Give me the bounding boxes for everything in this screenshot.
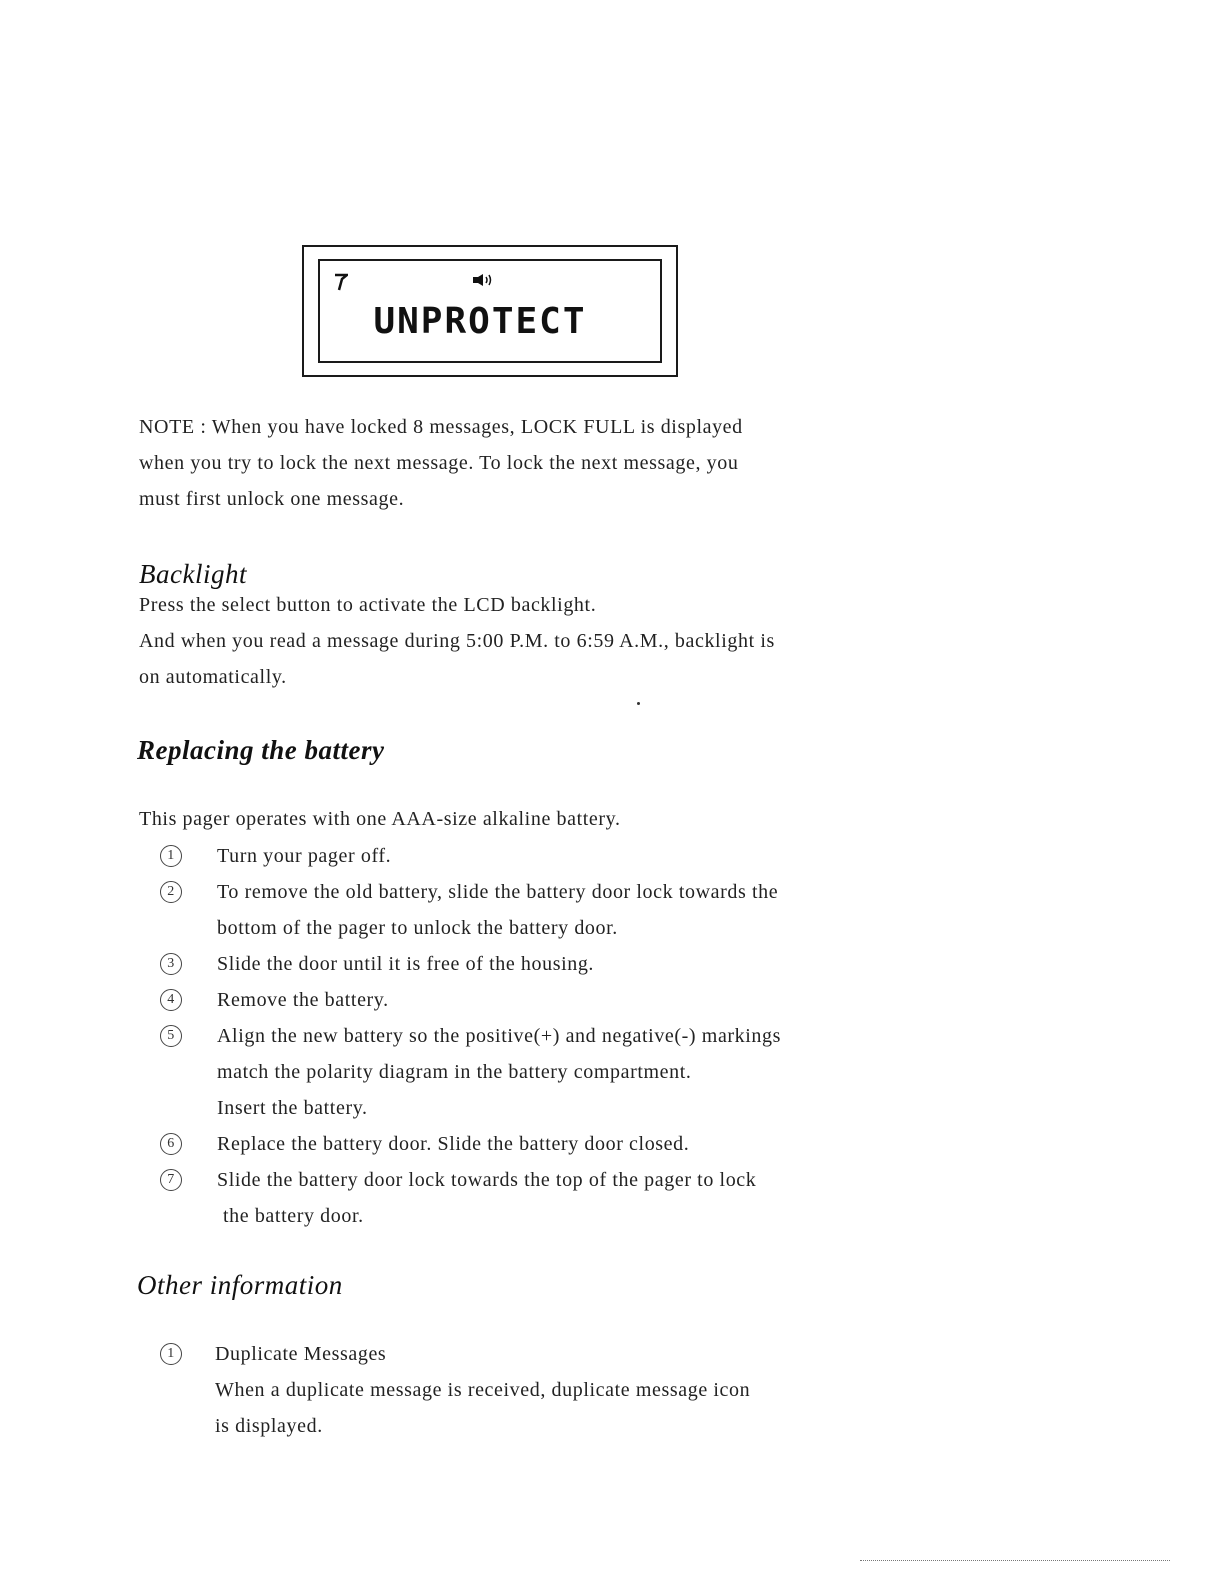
- list-item: [160, 1336, 960, 1444]
- replacing-intro: This pager operates with one AAA-size alkaline battery.: [139, 808, 621, 830]
- list-item: [160, 946, 960, 982]
- list-item: [160, 838, 960, 874]
- step-text: Remove the battery.: [217, 989, 389, 1011]
- item-title: Duplicate Messages: [215, 1343, 387, 1365]
- battery-steps-list: [160, 838, 960, 1234]
- step-text: Slide the battery door lock towards the top of the pager to lock: [217, 1169, 757, 1191]
- step-text: Align the new battery so the positive(+) and negative(-) markings: [217, 1025, 782, 1047]
- item-text: When a duplicate message is received, duplicate message icon: [215, 1379, 751, 1401]
- backlight-heading: Backlight: [139, 559, 247, 589]
- note-line-1: NOTE : When you have locked 8 messages, LOCK FULL is displayed: [139, 416, 743, 438]
- step-number-badge: 1: [160, 845, 182, 867]
- lcd-illustration: [302, 245, 678, 377]
- step-text-continued: Insert the battery.: [217, 1097, 368, 1119]
- note-line-3: must first unlock one message.: [139, 488, 405, 510]
- step-text: Turn your pager off.: [217, 845, 392, 867]
- step-number-badge: 5: [160, 1025, 182, 1047]
- other-info-list: [160, 1336, 960, 1444]
- backlight-line-1: Press the select button to activate the LCD backlight.: [139, 594, 597, 616]
- backlight-line-3: on automatically.: [139, 666, 287, 688]
- item-text-continued: is displayed.: [215, 1415, 323, 1437]
- list-item: [160, 982, 960, 1018]
- item-number-badge: 1: [160, 1343, 182, 1365]
- step-number-badge: 3: [160, 953, 182, 975]
- step-text-continued: the battery door.: [223, 1205, 364, 1227]
- step-number-badge: 4: [160, 989, 182, 1011]
- replacing-heading: Replacing the battery: [137, 735, 385, 765]
- other-info-heading: Other information: [137, 1270, 343, 1300]
- note-line-2: when you try to lock the next message. To lock the next message, you: [139, 452, 739, 474]
- step-text-continued: bottom of the pager to unlock the battery door.: [217, 917, 618, 939]
- scan-speck: [637, 702, 640, 705]
- list-item: [160, 1018, 960, 1126]
- lcd-segment-text: [350, 297, 610, 349]
- step-number-badge: 6: [160, 1133, 182, 1155]
- step-text-continued: match the polarity diagram in the battery compartment.: [217, 1061, 692, 1083]
- step-text: To remove the old battery, slide the battery door lock towards the: [217, 881, 779, 903]
- step-text: Slide the door until it is free of the housing.: [217, 953, 595, 975]
- lcd-display-text: UNPROTECT: [373, 301, 587, 342]
- step-text: Replace the battery door. Slide the battery door closed.: [217, 1133, 690, 1155]
- step-number-badge: 7: [160, 1169, 182, 1191]
- antenna-icon: [334, 273, 348, 291]
- lcd-screen: [318, 259, 662, 363]
- speaker-icon: [472, 273, 494, 287]
- backlight-line-2: And when you read a message during 5:00 P.M. to 6:59 A.M., backlight is: [139, 630, 775, 652]
- list-item: [160, 1162, 960, 1234]
- list-item: [160, 1126, 960, 1162]
- list-item: [160, 874, 960, 946]
- step-number-badge: 2: [160, 881, 182, 903]
- scan-artifact-line: [860, 1560, 1170, 1562]
